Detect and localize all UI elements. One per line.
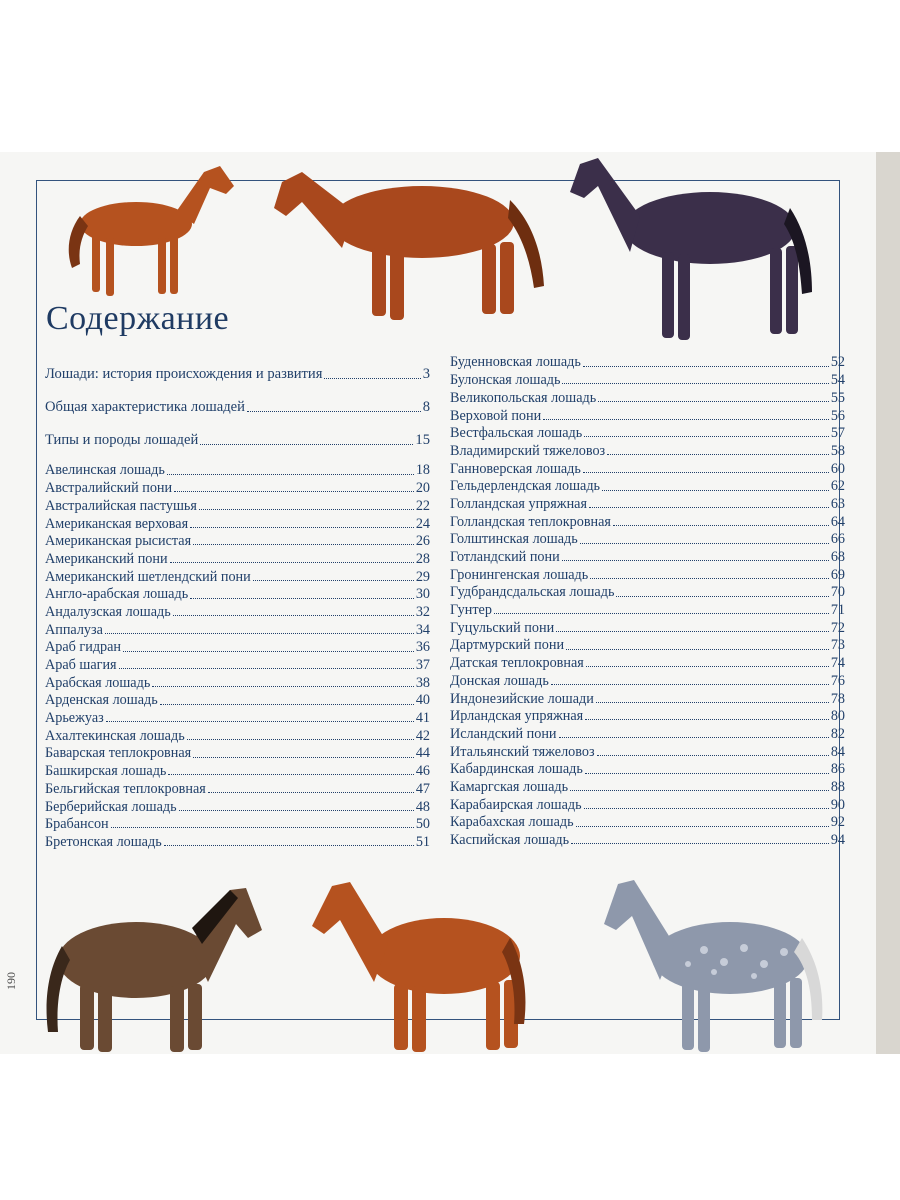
toc-entry[interactable]: Арабская лошадь 38	[45, 674, 430, 691]
horse-illustration-dark-bay-top-right	[570, 152, 822, 344]
toc-entry[interactable]: Верховой пони 56	[450, 407, 845, 424]
toc-entry[interactable]: Датская теплокровная 74	[450, 655, 845, 672]
toc-entry[interactable]: Голландская упряжная 63	[450, 495, 845, 512]
toc-entry[interactable]: Лошади: история происхождения и развития 3	[45, 366, 430, 383]
toc-entry[interactable]: Баварская теплокровная 44	[45, 745, 430, 762]
toc-entry[interactable]: Ахалтекинская лошадь 42	[45, 727, 430, 744]
page-edge	[876, 152, 900, 1054]
toc-entry[interactable]: Дартмурский пони 73	[450, 637, 845, 654]
toc-entry[interactable]: Аппалуза 34	[45, 621, 430, 638]
toc-right-list	[450, 352, 845, 847]
toc-entry[interactable]: Американский пони 28	[45, 550, 430, 567]
toc-entry[interactable]: Типы и породы лошадей 15	[45, 432, 430, 449]
toc-entry[interactable]: Башкирская лошадь 46	[45, 763, 430, 780]
toc-entry[interactable]: Ганноверская лошадь 60	[450, 460, 845, 477]
toc-entry[interactable]: Андалузская лошадь 32	[45, 603, 430, 620]
toc-entry[interactable]: Гудбрандсдальская лошадь 70	[450, 584, 845, 601]
toc-entry[interactable]: Владимирский тяжеловоз 58	[450, 442, 845, 459]
toc-entry[interactable]: Бельгийская теплокровная 47	[45, 780, 430, 797]
toc-entry[interactable]: Карабахская лошадь 92	[450, 814, 845, 831]
toc-entry[interactable]: Кабардинская лошадь 86	[450, 761, 845, 778]
toc-entry[interactable]: Американский шетлендский пони 29	[45, 568, 430, 585]
toc-right-column	[450, 352, 845, 847]
toc-entry[interactable]: Араб гидран 36	[45, 639, 430, 656]
toc-entry[interactable]: Камаргская лошадь 88	[450, 778, 845, 795]
toc-entry[interactable]: Гронингенская лошадь 69	[450, 566, 845, 583]
toc-entry[interactable]: Арденская лошадь 40	[45, 692, 430, 709]
toc-entry[interactable]: Арьежуаз 41	[45, 710, 430, 727]
toc-left-list	[45, 460, 430, 849]
toc-entry[interactable]: Булонская лошадь 54	[450, 372, 845, 389]
page-title: Содержание	[46, 300, 230, 337]
page-number: 190	[4, 972, 18, 990]
toc-entry[interactable]: Гельдерлендская лошадь 62	[450, 478, 845, 495]
horse-illustration-chestnut-bottom-center	[310, 874, 532, 1052]
toc-entry[interactable]: Гунтер 71	[450, 602, 845, 619]
toc-entry[interactable]: Индонезийские лошади 78	[450, 690, 845, 707]
toc-entry[interactable]: Авелинская лошадь 18	[45, 462, 430, 479]
horse-illustration-dapple-grey-bottom-right	[604, 872, 832, 1052]
toc-left-column	[45, 358, 430, 849]
toc-entry[interactable]: Американская рысистая 26	[45, 533, 430, 550]
toc-entry[interactable]: Англо-арабская лошадь 30	[45, 586, 430, 603]
toc-entry[interactable]: Бретонская лошадь 51	[45, 833, 430, 850]
toc-entry[interactable]: Готландский пони 68	[450, 549, 845, 566]
toc-entry[interactable]: Голландская теплокровная 64	[450, 513, 845, 530]
horse-illustration-chestnut-top-left	[44, 152, 236, 302]
toc-entry[interactable]: Ирландская упряжная 80	[450, 708, 845, 725]
toc-entry[interactable]: Брабансон 50	[45, 816, 430, 833]
toc-entry[interactable]: Общая характеристика лошадей 8	[45, 399, 430, 416]
toc-entry[interactable]: Араб шагия 37	[45, 657, 430, 674]
toc-entry[interactable]: Австралийский пони 20	[45, 480, 430, 497]
toc-entry[interactable]: Каспийская лошадь 94	[450, 832, 845, 849]
toc-entry[interactable]: Донская лошадь 76	[450, 672, 845, 689]
toc-entry[interactable]: Исландский пони 82	[450, 725, 845, 742]
toc-entry[interactable]: Голштинская лошадь 66	[450, 531, 845, 548]
toc-entry[interactable]: Берберийская лошадь 48	[45, 798, 430, 815]
toc-entry[interactable]: Гуцульский пони 72	[450, 619, 845, 636]
toc-entry[interactable]: Австралийская пастушья 22	[45, 497, 430, 514]
horse-illustration-bay-top-center	[272, 152, 554, 324]
toc-entry[interactable]: Итальянский тяжеловоз 84	[450, 743, 845, 760]
toc-entry[interactable]: Американская верховая 24	[45, 515, 430, 532]
toc-entry[interactable]: Вестфальская лошадь 57	[450, 425, 845, 442]
toc-entry[interactable]: Великопольская лошадь 55	[450, 389, 845, 406]
toc-entry[interactable]: Карабаирская лошадь 90	[450, 796, 845, 813]
toc-entry[interactable]: Буденновская лошадь 52	[450, 354, 845, 371]
horse-illustration-brown-bottom-left	[40, 874, 266, 1052]
